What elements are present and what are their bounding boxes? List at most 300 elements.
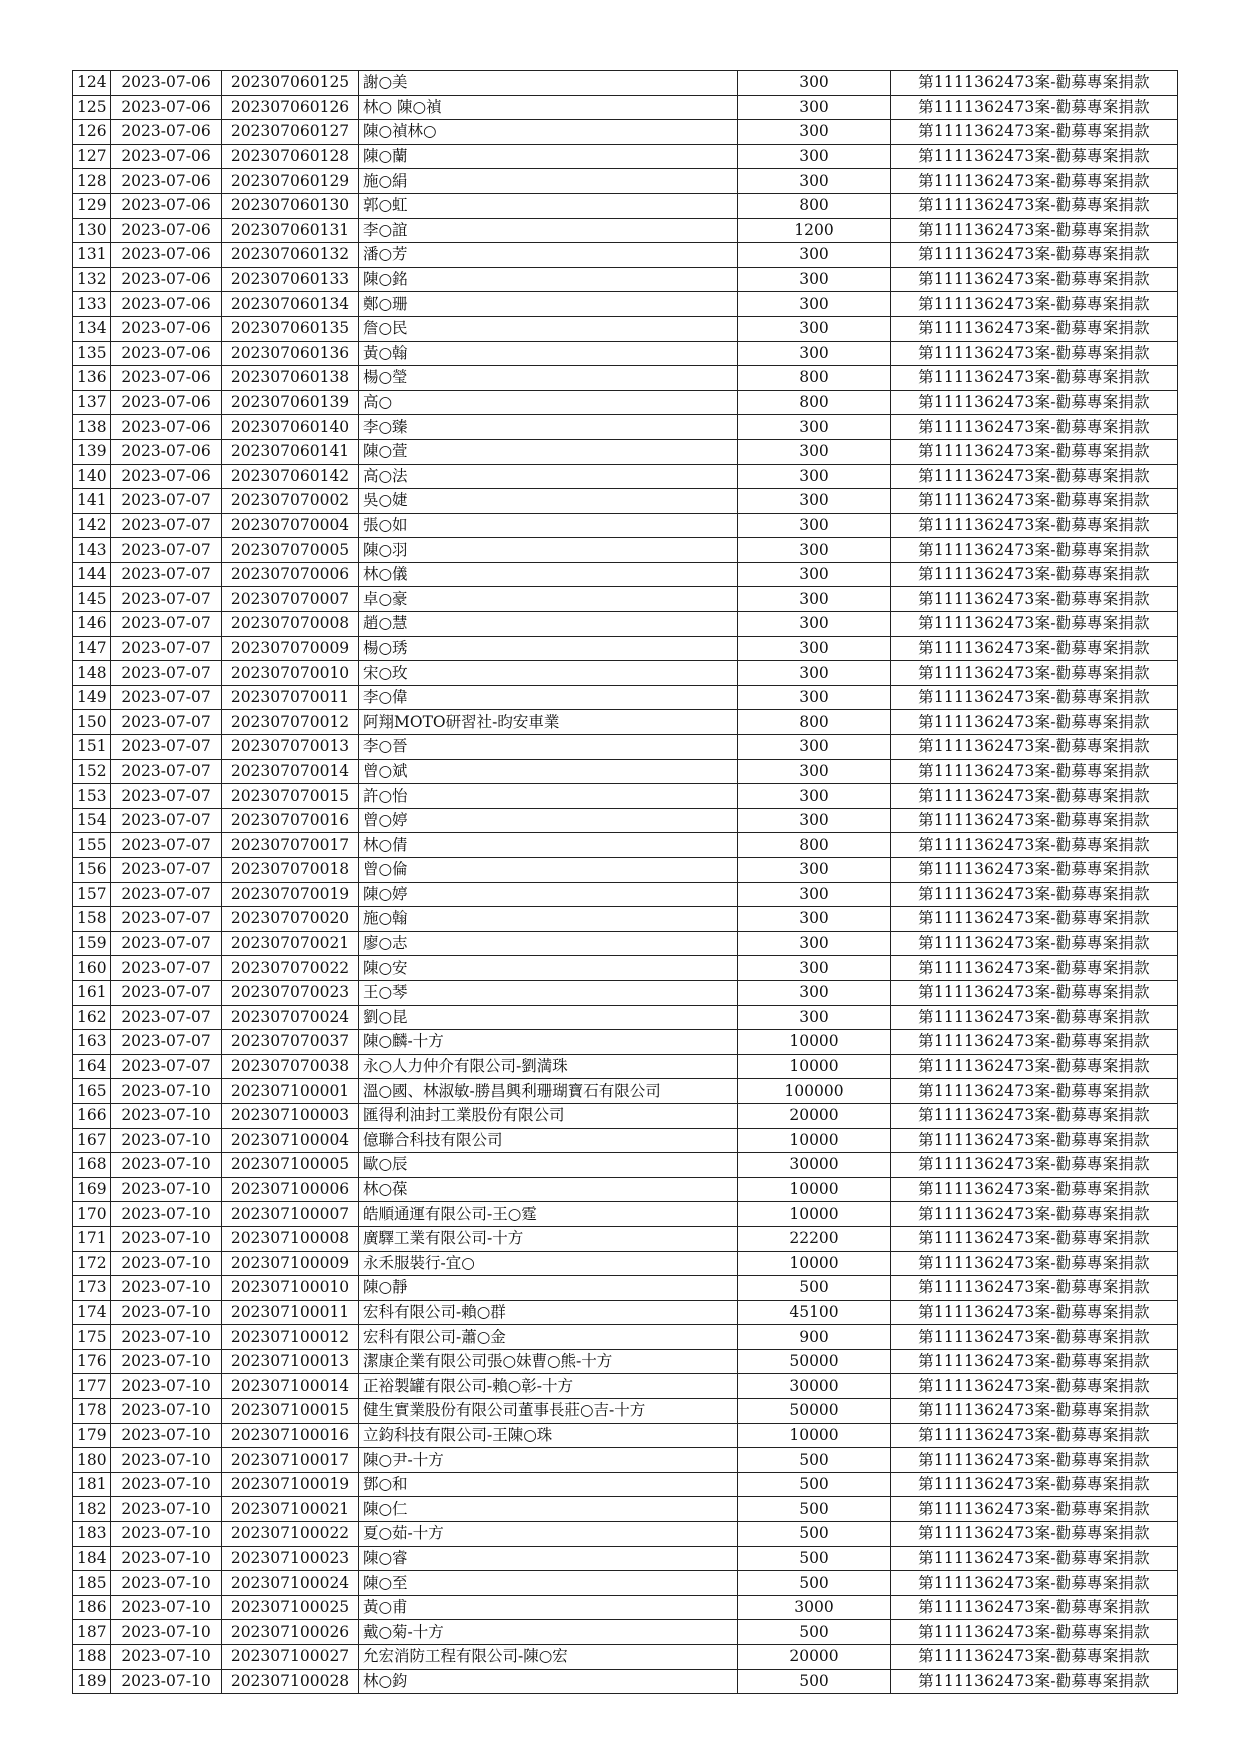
donation-amount: 500 [738, 1472, 891, 1497]
donation-amount: 300 [738, 71, 891, 96]
donation-date: 2023-07-06 [111, 439, 222, 464]
table-row [73, 1079, 1178, 1104]
donation-ledger-page [72, 70, 1177, 1694]
donation-amount: 300 [738, 243, 891, 268]
donation-amount: 300 [738, 907, 891, 932]
donation-date: 2023-07-06 [111, 415, 222, 440]
receipt-serial: 202307060130 [222, 193, 359, 218]
table-row [73, 1620, 1178, 1645]
table-row [73, 1399, 1178, 1424]
donation-note: 第1111362473案-勸募專案捐款 [891, 1030, 1178, 1055]
donation-date: 2023-07-07 [111, 685, 222, 710]
donation-amount: 900 [738, 1325, 891, 1350]
table-row [73, 439, 1178, 464]
table-row [73, 1374, 1178, 1399]
donor-name: 戴○菊-十方 [359, 1620, 738, 1645]
receipt-serial: 202307060127 [222, 120, 359, 145]
receipt-serial: 202307100021 [222, 1497, 359, 1522]
donor-name: 溫○國、林淑敏-勝昌興利珊瑚寶石有限公司 [359, 1079, 738, 1104]
donation-note: 第1111362473案-勸募專案捐款 [891, 661, 1178, 686]
donor-name: 黃○翰 [359, 341, 738, 366]
row-number: 130 [73, 218, 111, 243]
receipt-serial: 202307070006 [222, 562, 359, 587]
row-number: 152 [73, 759, 111, 784]
donor-name: 陳○仁 [359, 1497, 738, 1522]
donation-note: 第1111362473案-勸募專案捐款 [891, 1276, 1178, 1301]
table-row [73, 1128, 1178, 1153]
donation-date: 2023-07-07 [111, 489, 222, 514]
receipt-serial: 202307070019 [222, 882, 359, 907]
receipt-serial: 202307060141 [222, 439, 359, 464]
donor-name: 曾○婷 [359, 808, 738, 833]
row-number: 134 [73, 316, 111, 341]
donation-amount: 300 [738, 636, 891, 661]
receipt-serial: 202307100015 [222, 1399, 359, 1424]
row-number: 148 [73, 661, 111, 686]
donation-note: 第1111362473案-勸募專案捐款 [891, 1005, 1178, 1030]
receipt-serial: 202307070009 [222, 636, 359, 661]
donation-ledger-table [72, 70, 1178, 1694]
donation-date: 2023-07-10 [111, 1399, 222, 1424]
donation-amount: 300 [738, 464, 891, 489]
row-number: 142 [73, 513, 111, 538]
table-row [73, 1103, 1178, 1128]
table-row [73, 513, 1178, 538]
donation-date: 2023-07-06 [111, 120, 222, 145]
donation-amount: 300 [738, 341, 891, 366]
row-number: 150 [73, 710, 111, 735]
receipt-serial: 202307070023 [222, 980, 359, 1005]
donor-name: 張○如 [359, 513, 738, 538]
donation-date: 2023-07-06 [111, 95, 222, 120]
donor-name: 陳○尹-十方 [359, 1448, 738, 1473]
donation-note: 第1111362473案-勸募專案捐款 [891, 1374, 1178, 1399]
receipt-serial: 202307070016 [222, 808, 359, 833]
donor-name: 劉○昆 [359, 1005, 738, 1030]
receipt-serial: 202307100022 [222, 1522, 359, 1547]
donation-amount: 300 [738, 735, 891, 760]
donor-name: 歐○辰 [359, 1153, 738, 1178]
donation-date: 2023-07-06 [111, 243, 222, 268]
row-number: 124 [73, 71, 111, 96]
donation-amount: 800 [738, 390, 891, 415]
receipt-serial: 202307100007 [222, 1202, 359, 1227]
donation-date: 2023-07-06 [111, 193, 222, 218]
table-row [73, 1448, 1178, 1473]
table-row [73, 1177, 1178, 1202]
donation-amount: 300 [738, 784, 891, 809]
donation-amount: 22200 [738, 1226, 891, 1251]
donation-date: 2023-07-10 [111, 1276, 222, 1301]
table-row [73, 71, 1178, 96]
donor-name: 陳○靜 [359, 1276, 738, 1301]
donation-date: 2023-07-07 [111, 1030, 222, 1055]
donation-amount: 300 [738, 858, 891, 883]
row-number: 155 [73, 833, 111, 858]
donor-name: 曾○斌 [359, 759, 738, 784]
row-number: 174 [73, 1300, 111, 1325]
donation-date: 2023-07-07 [111, 735, 222, 760]
donation-note: 第1111362473案-勸募專案捐款 [891, 1448, 1178, 1473]
receipt-serial: 202307100026 [222, 1620, 359, 1645]
donor-name: 施○絹 [359, 169, 738, 194]
donation-date: 2023-07-07 [111, 956, 222, 981]
donation-amount: 10000 [738, 1251, 891, 1276]
donation-date: 2023-07-10 [111, 1251, 222, 1276]
row-number: 184 [73, 1546, 111, 1571]
donation-note: 第1111362473案-勸募專案捐款 [891, 1669, 1178, 1694]
row-number: 137 [73, 390, 111, 415]
table-row [73, 1645, 1178, 1670]
donor-name: 吳○婕 [359, 489, 738, 514]
donor-name: 鄧○和 [359, 1472, 738, 1497]
donation-amount: 500 [738, 1448, 891, 1473]
donation-amount: 300 [738, 587, 891, 612]
donation-amount: 800 [738, 366, 891, 391]
donation-amount: 10000 [738, 1423, 891, 1448]
table-row [73, 292, 1178, 317]
donor-name: 謝○美 [359, 71, 738, 96]
donation-date: 2023-07-07 [111, 907, 222, 932]
receipt-serial: 202307100019 [222, 1472, 359, 1497]
donation-amount: 1200 [738, 218, 891, 243]
donation-amount: 300 [738, 292, 891, 317]
donation-date: 2023-07-10 [111, 1497, 222, 1522]
receipt-serial: 202307070005 [222, 538, 359, 563]
table-row [73, 636, 1178, 661]
donation-note: 第1111362473案-勸募專案捐款 [891, 218, 1178, 243]
donation-amount: 10000 [738, 1030, 891, 1055]
receipt-serial: 202307100008 [222, 1226, 359, 1251]
table-row [73, 710, 1178, 735]
receipt-serial: 202307100024 [222, 1571, 359, 1596]
donor-name: 楊○瑩 [359, 366, 738, 391]
receipt-serial: 202307100006 [222, 1177, 359, 1202]
donor-name: 趙○慧 [359, 612, 738, 637]
receipt-serial: 202307060133 [222, 267, 359, 292]
donation-amount: 300 [738, 316, 891, 341]
row-number: 125 [73, 95, 111, 120]
row-number: 182 [73, 1497, 111, 1522]
row-number: 143 [73, 538, 111, 563]
table-row [73, 808, 1178, 833]
donation-note: 第1111362473案-勸募專案捐款 [891, 784, 1178, 809]
table-row [73, 316, 1178, 341]
receipt-serial: 202307070008 [222, 612, 359, 637]
donor-name: 允宏消防工程有限公司-陳○宏 [359, 1645, 738, 1670]
donor-name: 永○人力仲介有限公司-劉満珠 [359, 1054, 738, 1079]
donor-name: 林○倩 [359, 833, 738, 858]
donor-name: 廖○志 [359, 931, 738, 956]
receipt-serial: 202307100004 [222, 1128, 359, 1153]
donation-note: 第1111362473案-勸募專案捐款 [891, 1645, 1178, 1670]
donor-name: 阿翔MOTO研習社-昀安車業 [359, 710, 738, 735]
row-number: 128 [73, 169, 111, 194]
row-number: 169 [73, 1177, 111, 1202]
donation-amount: 100000 [738, 1079, 891, 1104]
donation-amount: 800 [738, 833, 891, 858]
donation-note: 第1111362473案-勸募專案捐款 [891, 1399, 1178, 1424]
donation-date: 2023-07-07 [111, 636, 222, 661]
donation-date: 2023-07-07 [111, 808, 222, 833]
donation-note: 第1111362473案-勸募專案捐款 [891, 1300, 1178, 1325]
receipt-serial: 202307060142 [222, 464, 359, 489]
donation-note: 第1111362473案-勸募專案捐款 [891, 316, 1178, 341]
donation-note: 第1111362473案-勸募專案捐款 [891, 169, 1178, 194]
receipt-serial: 202307070021 [222, 931, 359, 956]
donation-note: 第1111362473案-勸募專案捐款 [891, 1620, 1178, 1645]
donor-name: 陳○禎林○ [359, 120, 738, 145]
donation-note: 第1111362473案-勸募專案捐款 [891, 464, 1178, 489]
donation-amount: 300 [738, 882, 891, 907]
row-number: 133 [73, 292, 111, 317]
row-number: 159 [73, 931, 111, 956]
receipt-serial: 202307070010 [222, 661, 359, 686]
table-row [73, 980, 1178, 1005]
donor-name: 潘○芳 [359, 243, 738, 268]
ledger-body [73, 71, 1178, 1694]
table-row [73, 612, 1178, 637]
donation-date: 2023-07-07 [111, 513, 222, 538]
donation-amount: 300 [738, 144, 891, 169]
donor-name: 陳○安 [359, 956, 738, 981]
donation-date: 2023-07-10 [111, 1571, 222, 1596]
donation-date: 2023-07-10 [111, 1349, 222, 1374]
donation-amount: 30000 [738, 1153, 891, 1178]
donation-amount: 300 [738, 759, 891, 784]
donation-amount: 20000 [738, 1103, 891, 1128]
donation-amount: 300 [738, 120, 891, 145]
donor-name: 宋○玫 [359, 661, 738, 686]
donation-amount: 300 [738, 562, 891, 587]
table-row [73, 95, 1178, 120]
donation-note: 第1111362473案-勸募專案捐款 [891, 71, 1178, 96]
donation-date: 2023-07-06 [111, 218, 222, 243]
donation-date: 2023-07-06 [111, 464, 222, 489]
receipt-serial: 202307060138 [222, 366, 359, 391]
table-row [73, 120, 1178, 145]
row-number: 157 [73, 882, 111, 907]
donation-date: 2023-07-10 [111, 1300, 222, 1325]
donor-name: 高○法 [359, 464, 738, 489]
receipt-serial: 202307070004 [222, 513, 359, 538]
donation-amount: 300 [738, 685, 891, 710]
donation-amount: 500 [738, 1497, 891, 1522]
donation-date: 2023-07-07 [111, 1054, 222, 1079]
row-number: 146 [73, 612, 111, 637]
table-row [73, 735, 1178, 760]
donation-amount: 300 [738, 661, 891, 686]
donation-note: 第1111362473案-勸募專案捐款 [891, 1054, 1178, 1079]
donor-name: 陳○羽 [359, 538, 738, 563]
donor-name: 許○怡 [359, 784, 738, 809]
donation-note: 第1111362473案-勸募專案捐款 [891, 193, 1178, 218]
donation-amount: 300 [738, 612, 891, 637]
donor-name: 林○葆 [359, 1177, 738, 1202]
table-row [73, 538, 1178, 563]
receipt-serial: 202307070024 [222, 1005, 359, 1030]
row-number: 172 [73, 1251, 111, 1276]
donation-amount: 300 [738, 439, 891, 464]
receipt-serial: 202307070017 [222, 833, 359, 858]
donation-date: 2023-07-06 [111, 316, 222, 341]
donation-note: 第1111362473案-勸募專案捐款 [891, 292, 1178, 317]
table-row [73, 1276, 1178, 1301]
donation-date: 2023-07-10 [111, 1472, 222, 1497]
table-row [73, 390, 1178, 415]
donation-note: 第1111362473案-勸募專案捐款 [891, 759, 1178, 784]
donation-date: 2023-07-06 [111, 169, 222, 194]
donation-amount: 500 [738, 1546, 891, 1571]
donation-note: 第1111362473案-勸募專案捐款 [891, 1202, 1178, 1227]
receipt-serial: 202307070011 [222, 685, 359, 710]
table-row [73, 1669, 1178, 1694]
table-row [73, 1030, 1178, 1055]
donation-note: 第1111362473案-勸募專案捐款 [891, 341, 1178, 366]
receipt-serial: 202307100014 [222, 1374, 359, 1399]
donor-name: 陳○蘭 [359, 144, 738, 169]
receipt-serial: 202307070037 [222, 1030, 359, 1055]
donor-name: 陳○睿 [359, 1546, 738, 1571]
donation-amount: 300 [738, 808, 891, 833]
table-row [73, 562, 1178, 587]
donation-amount: 500 [738, 1620, 891, 1645]
donation-note: 第1111362473案-勸募專案捐款 [891, 907, 1178, 932]
receipt-serial: 202307100001 [222, 1079, 359, 1104]
donation-date: 2023-07-07 [111, 710, 222, 735]
donation-date: 2023-07-10 [111, 1595, 222, 1620]
donation-note: 第1111362473案-勸募專案捐款 [891, 710, 1178, 735]
table-row [73, 661, 1178, 686]
donor-name: 高○ [359, 390, 738, 415]
donation-note: 第1111362473案-勸募專案捐款 [891, 858, 1178, 883]
donation-date: 2023-07-10 [111, 1669, 222, 1694]
donation-amount: 3000 [738, 1595, 891, 1620]
donation-note: 第1111362473案-勸募專案捐款 [891, 513, 1178, 538]
donor-name: 立鈞科技有限公司-王陳○珠 [359, 1423, 738, 1448]
table-row [73, 218, 1178, 243]
donation-note: 第1111362473案-勸募專案捐款 [891, 833, 1178, 858]
row-number: 145 [73, 587, 111, 612]
table-row [73, 1497, 1178, 1522]
receipt-serial: 202307070022 [222, 956, 359, 981]
donation-note: 第1111362473案-勸募專案捐款 [891, 1472, 1178, 1497]
donor-name: 林○ 陳○禎 [359, 95, 738, 120]
donor-name: 陳○至 [359, 1571, 738, 1596]
donor-name: 健生實業股份有限公司董事長莊○吉-十方 [359, 1399, 738, 1424]
donation-note: 第1111362473案-勸募專案捐款 [891, 1128, 1178, 1153]
table-row [73, 1325, 1178, 1350]
table-row [73, 1054, 1178, 1079]
row-number: 189 [73, 1669, 111, 1694]
table-row [73, 489, 1178, 514]
row-number: 154 [73, 808, 111, 833]
donation-date: 2023-07-07 [111, 1005, 222, 1030]
donation-date: 2023-07-10 [111, 1374, 222, 1399]
donation-amount: 300 [738, 1005, 891, 1030]
table-row [73, 1005, 1178, 1030]
receipt-serial: 202307060140 [222, 415, 359, 440]
row-number: 147 [73, 636, 111, 661]
table-row [73, 366, 1178, 391]
row-number: 161 [73, 980, 111, 1005]
row-number: 166 [73, 1103, 111, 1128]
donation-note: 第1111362473案-勸募專案捐款 [891, 243, 1178, 268]
row-number: 177 [73, 1374, 111, 1399]
donor-name: 宏科有限公司-蕭○金 [359, 1325, 738, 1350]
receipt-serial: 202307100025 [222, 1595, 359, 1620]
table-row [73, 1202, 1178, 1227]
donation-date: 2023-07-10 [111, 1325, 222, 1350]
donation-amount: 20000 [738, 1645, 891, 1670]
receipt-serial: 202307100010 [222, 1276, 359, 1301]
row-number: 181 [73, 1472, 111, 1497]
donor-name: 億聯合科技有限公司 [359, 1128, 738, 1153]
row-number: 178 [73, 1399, 111, 1424]
row-number: 167 [73, 1128, 111, 1153]
row-number: 132 [73, 267, 111, 292]
donation-date: 2023-07-10 [111, 1177, 222, 1202]
donor-name: 詹○民 [359, 316, 738, 341]
row-number: 131 [73, 243, 111, 268]
donor-name: 匯得利油封工業股份有限公司 [359, 1103, 738, 1128]
donation-date: 2023-07-07 [111, 980, 222, 1005]
donation-amount: 10000 [738, 1054, 891, 1079]
donation-note: 第1111362473案-勸募專案捐款 [891, 980, 1178, 1005]
donation-note: 第1111362473案-勸募專案捐款 [891, 144, 1178, 169]
table-row [73, 587, 1178, 612]
table-row [73, 907, 1178, 932]
donation-date: 2023-07-10 [111, 1448, 222, 1473]
receipt-serial: 202307100013 [222, 1349, 359, 1374]
receipt-serial: 202307070018 [222, 858, 359, 883]
donation-amount: 500 [738, 1669, 891, 1694]
donation-note: 第1111362473案-勸募專案捐款 [891, 1571, 1178, 1596]
row-number: 168 [73, 1153, 111, 1178]
donation-note: 第1111362473案-勸募專案捐款 [891, 931, 1178, 956]
receipt-serial: 202307070020 [222, 907, 359, 932]
receipt-serial: 202307060129 [222, 169, 359, 194]
donation-date: 2023-07-10 [111, 1153, 222, 1178]
row-number: 175 [73, 1325, 111, 1350]
table-row [73, 1423, 1178, 1448]
donation-note: 第1111362473案-勸募專案捐款 [891, 1497, 1178, 1522]
donor-name: 鄭○珊 [359, 292, 738, 317]
donor-name: 陳○銘 [359, 267, 738, 292]
receipt-serial: 202307100023 [222, 1546, 359, 1571]
receipt-serial: 202307060126 [222, 95, 359, 120]
table-row [73, 956, 1178, 981]
donation-amount: 300 [738, 538, 891, 563]
donation-date: 2023-07-07 [111, 759, 222, 784]
donor-name: 夏○茹-十方 [359, 1522, 738, 1547]
donation-date: 2023-07-07 [111, 931, 222, 956]
donor-name: 廣驛工業有限公司-十方 [359, 1226, 738, 1251]
donation-note: 第1111362473案-勸募專案捐款 [891, 808, 1178, 833]
donation-note: 第1111362473案-勸募專案捐款 [891, 1103, 1178, 1128]
donation-date: 2023-07-10 [111, 1620, 222, 1645]
donation-amount: 500 [738, 1571, 891, 1596]
table-row [73, 341, 1178, 366]
row-number: 149 [73, 685, 111, 710]
donation-note: 第1111362473案-勸募專案捐款 [891, 1177, 1178, 1202]
donation-note: 第1111362473案-勸募專案捐款 [891, 1423, 1178, 1448]
donation-note: 第1111362473案-勸募專案捐款 [891, 882, 1178, 907]
table-row [73, 1300, 1178, 1325]
donation-note: 第1111362473案-勸募專案捐款 [891, 267, 1178, 292]
donation-note: 第1111362473案-勸募專案捐款 [891, 1595, 1178, 1620]
receipt-serial: 202307060125 [222, 71, 359, 96]
